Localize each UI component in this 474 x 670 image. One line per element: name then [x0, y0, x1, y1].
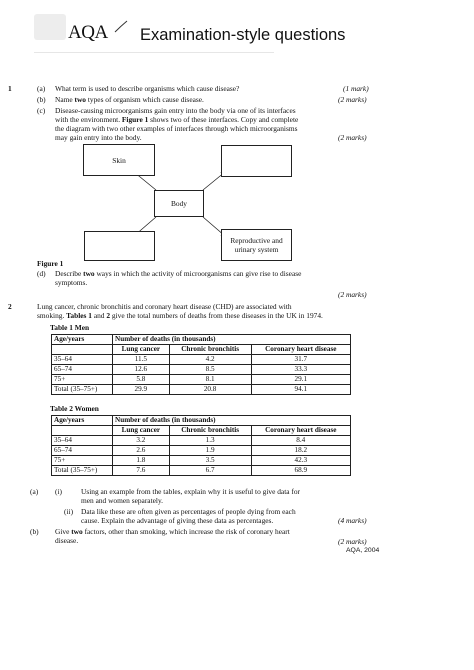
aqa-logo-text: AQA: [68, 22, 108, 43]
cell-value: 1.9: [169, 446, 251, 456]
q2ai-label: (i): [55, 487, 62, 496]
cell-value: 18.2: [251, 446, 350, 456]
table-row: [52, 375, 351, 385]
cell-value: 33.3: [251, 365, 350, 375]
q1b-label: (b): [37, 95, 46, 104]
cell-value: 1.8: [113, 456, 170, 466]
q1d-label: (d): [37, 269, 46, 278]
q2b-label: (b): [30, 527, 39, 536]
q2b-marks: (2 marks): [338, 537, 367, 546]
repro-box: [221, 229, 292, 261]
skin-label: Skin: [112, 155, 126, 165]
cell-value: 8.1: [169, 375, 251, 385]
cell-value: 3.5: [169, 456, 251, 466]
table-row: [52, 436, 351, 446]
col-coronary-heart-disease: Coronary heart disease: [251, 426, 350, 436]
col-lung-cancer: Lung cancer: [113, 426, 170, 436]
q1a-text: What term is used to describe organisms which cause disease?: [55, 84, 240, 93]
table1-caption: Table 1 Men: [50, 323, 90, 332]
table-row: [52, 466, 351, 476]
cell-value: 31.7: [251, 355, 350, 365]
cell-age: 75+: [52, 375, 113, 385]
table-header-age: Age/years: [52, 416, 113, 426]
cell-value: 12.6: [113, 365, 170, 375]
table-subheader-row: [52, 426, 351, 436]
q1c-text: Disease-causing microorganisms gain entry into the body via one of its interfaces with the environment. Figure 1 shows two of these interfaces. Copy and complete the diagram with two other examples of interfaces through which microorganisms may gain entry into the body.: [55, 106, 299, 142]
table-row: [52, 456, 351, 466]
table-header-age: Age/years: [52, 335, 113, 345]
table-row: [52, 365, 351, 375]
q1c-marks: (2 marks): [338, 133, 367, 142]
cell-value: 8.4: [251, 436, 350, 446]
table2-women: [51, 415, 351, 476]
q2-number: 2: [8, 302, 12, 311]
table-header-group: Number of deaths (in thousands): [113, 335, 351, 345]
cell-value: 2.6: [113, 446, 170, 456]
page-title: Examination-style questions: [140, 26, 346, 44]
q1c-label: (c): [37, 106, 46, 115]
q2a-label: (a): [30, 487, 39, 496]
cell-value: 68.9: [251, 466, 350, 476]
cell-age: 35–64: [52, 355, 113, 365]
q1b-text: Name two types of organism which cause disease.: [55, 95, 204, 104]
q2aii-text: Data like these are often given as percentages of people dying from each cause. Explain the advantage of giving these data as percentages.: [81, 507, 296, 525]
cell-value: 1.3: [169, 436, 251, 446]
cell-value: 4.2: [169, 355, 251, 365]
cell-age: 65–74: [52, 446, 113, 456]
empty-box-bottom-left: [84, 231, 155, 261]
cell-value: 5.8: [113, 375, 170, 385]
col-chronic-bronchitis: Chronic bronchitis: [169, 426, 251, 436]
repro-label-line2: urinary system: [234, 245, 279, 254]
q1a-label: (a): [37, 84, 46, 93]
cell-value: 29.9: [113, 385, 170, 395]
cell-value: 29.1: [251, 375, 350, 385]
col-coronary-heart-disease: Coronary heart disease: [251, 345, 350, 355]
repro-label-line1: Reproductive and: [230, 236, 283, 245]
empty-box-top-right: [221, 145, 292, 177]
q2-intro: Lung cancer, chronic bronchitis and coronary heart disease (CHD) are associated with smoking. Tables 1 and 2 give the total numbers of deaths from these diseases in the UK in 1974.: [37, 302, 323, 320]
q2b-text: Give two factors, other than smoking, which increase the risk of coronary heart disease.: [55, 527, 290, 545]
cell-value: 94.1: [251, 385, 350, 395]
cell-value: 11.5: [113, 355, 170, 365]
q1-number: 1: [8, 84, 12, 93]
table-header-row: [52, 416, 351, 426]
q1a-marks: (1 mark): [343, 84, 369, 93]
cell-age: 75+: [52, 456, 113, 466]
q2aii-marks: (4 marks): [338, 516, 367, 525]
table2-caption: Table 2 Women: [50, 404, 99, 413]
q1b-marks: (2 marks): [338, 95, 367, 104]
cell-value: 7.6: [113, 466, 170, 476]
table1-men: [51, 334, 351, 395]
cell-age: 35–64: [52, 436, 113, 446]
table-row: [52, 446, 351, 456]
table-header-group: Number of deaths (in thousands): [113, 416, 351, 426]
figure1-caption: Figure 1: [37, 259, 64, 268]
table-header-row: [52, 335, 351, 345]
source-label: AQA, 2004: [346, 547, 380, 554]
col-lung-cancer: Lung cancer: [113, 345, 170, 355]
body-label: Body: [170, 199, 187, 208]
cell-age: Total (35–75+): [52, 385, 113, 395]
table-row: [52, 385, 351, 395]
body-box: [154, 190, 204, 217]
q2ai-text: Using an example from the tables, explain why it is useful to give data for men and women separately.: [81, 487, 300, 505]
col-chronic-bronchitis: Chronic bronchitis: [169, 345, 251, 355]
q1d-marks: (2 marks): [338, 290, 367, 299]
cell-value: 6.7: [169, 466, 251, 476]
cell-age: Total (35–75+): [52, 466, 113, 476]
q1d-text: Describe two ways in which the activity of microorganisms can give rise to disease symptoms.: [55, 269, 302, 287]
cell-age: 65–74: [52, 365, 113, 375]
cell-value: 3.2: [113, 436, 170, 446]
skin-box: [83, 144, 155, 176]
cell-value: 20.8: [169, 385, 251, 395]
cell-value: 8.5: [169, 365, 251, 375]
table-subheader-row: [52, 345, 351, 355]
cell-value: 42.3: [251, 456, 350, 466]
q2aii-label: (ii): [64, 507, 74, 516]
table-row: [52, 355, 351, 365]
